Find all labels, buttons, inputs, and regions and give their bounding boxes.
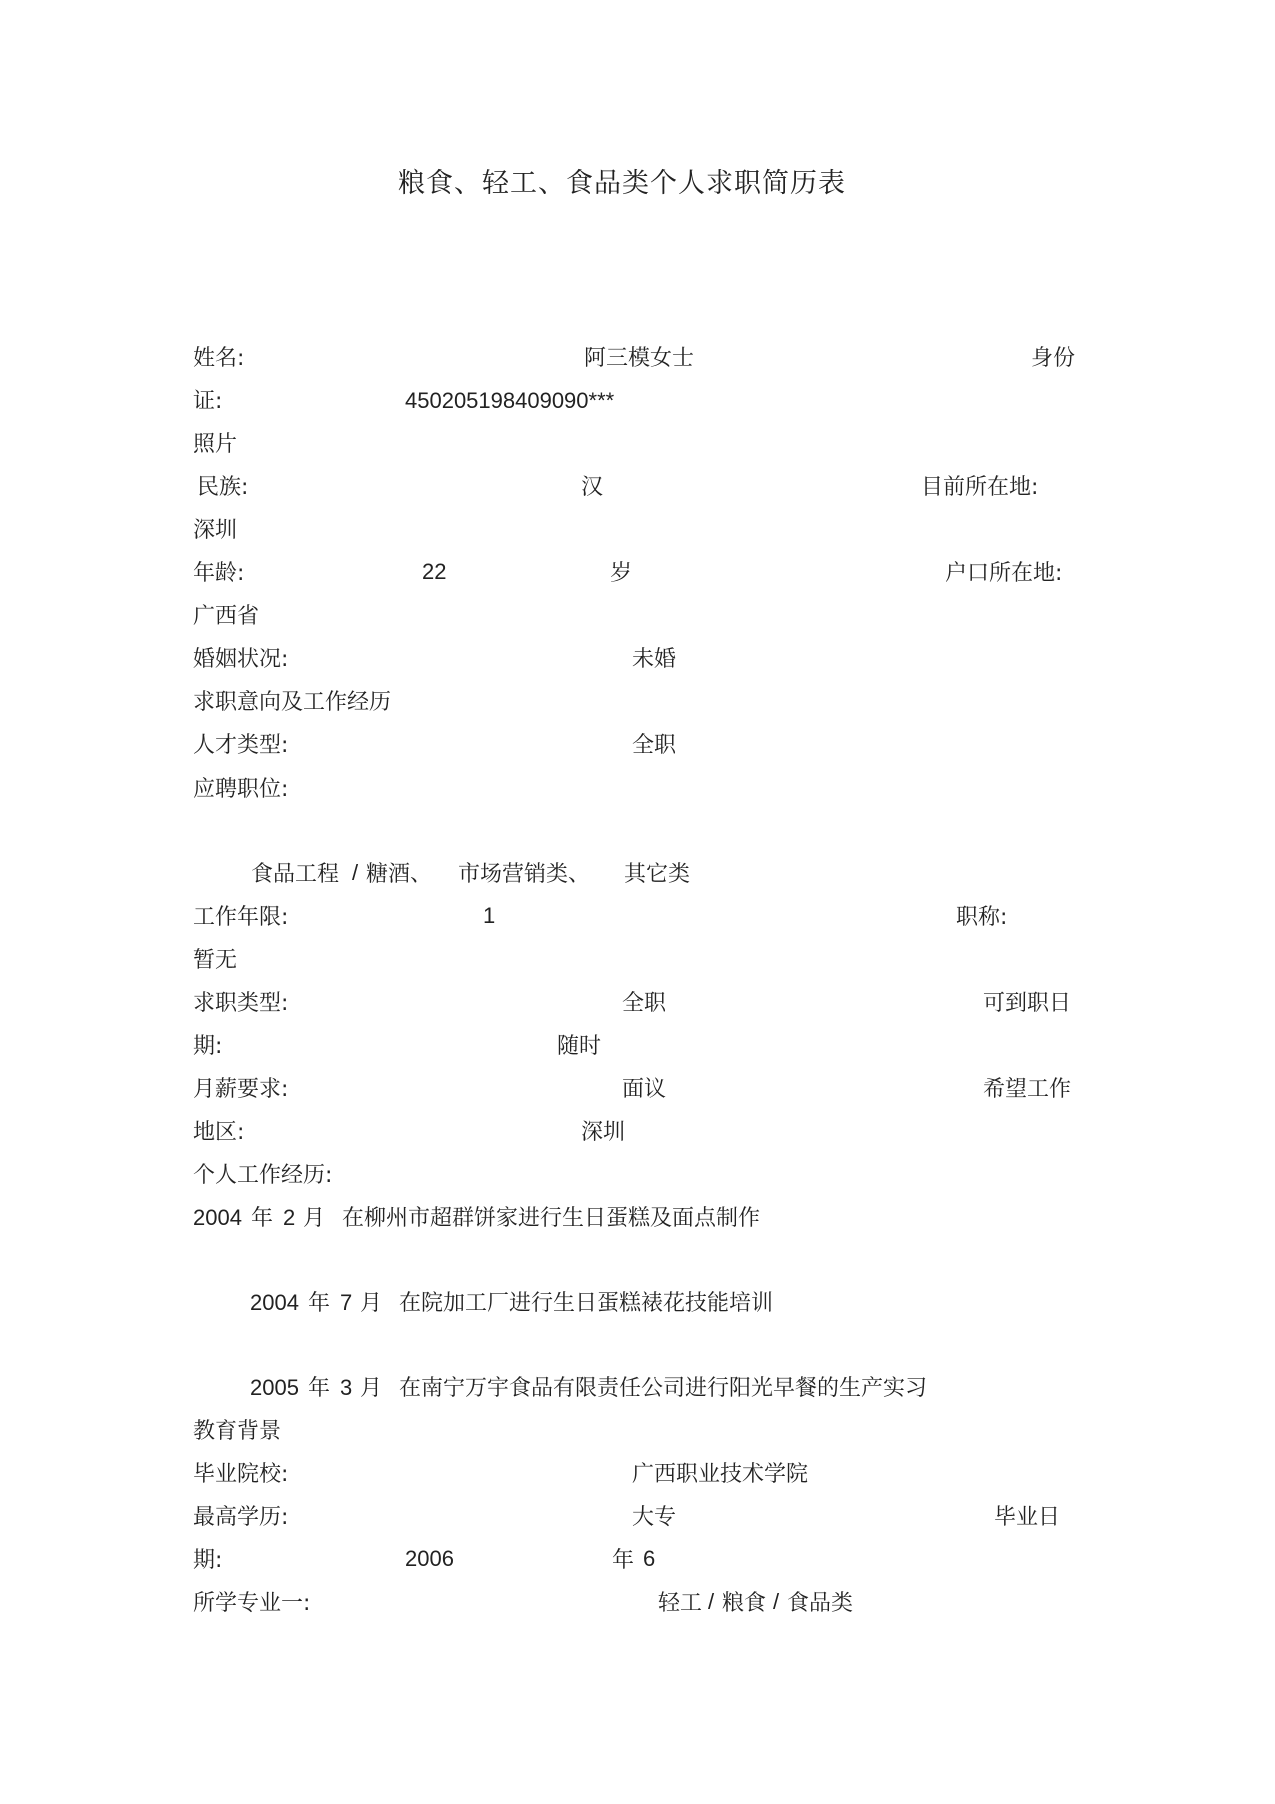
experience-year: 2005 — [250, 1375, 299, 1400]
experience-month: 7 — [340, 1290, 353, 1315]
marital-value: 未婚 — [632, 647, 677, 672]
id-card-label-part1: 身份 — [1031, 346, 1076, 371]
job-type-label: 求职类型: — [193, 991, 289, 1016]
experience-desc: 在南宁万宇食品有限责任公司进行阳光早餐的生产实习 — [399, 1376, 928, 1401]
id-card-value: 450205198409090*** — [405, 388, 615, 413]
grad-date-year-suffix: 年 — [612, 1548, 635, 1573]
experience-year-suffix: 年 — [251, 1206, 274, 1231]
ethnicity-value: 汉 — [581, 475, 604, 500]
id-card-label-part2: 证: — [193, 389, 223, 414]
job-title-value: 暂无 — [193, 948, 238, 973]
name-label: 姓名: — [193, 346, 245, 371]
current-location-label: 目前所在地: — [921, 475, 1039, 500]
name-value: 阿三模女士 — [584, 346, 695, 371]
major-slash-2: / — [773, 1589, 780, 1614]
region-label-part2: 地区: — [193, 1120, 245, 1145]
talent-type-value: 全职 — [632, 733, 677, 758]
position-value-part4: 其它类 — [624, 862, 691, 887]
experience-month: 2 — [283, 1205, 296, 1230]
work-years-value: 1 — [483, 903, 496, 928]
age-value: 22 — [422, 559, 447, 584]
position-label: 应聘职位: — [193, 777, 289, 802]
experience-month: 3 — [340, 1375, 353, 1400]
position-slash: / — [352, 860, 359, 885]
salary-value: 面议 — [622, 1077, 667, 1102]
experience-month-suffix: 月 — [360, 1291, 383, 1316]
photo-label: 照片 — [193, 432, 238, 457]
hukou-value: 广西省 — [193, 604, 260, 629]
age-unit: 岁 — [610, 561, 633, 586]
position-value-part3: 市场营销类、 — [458, 862, 591, 887]
hukou-label: 户口所在地: — [945, 561, 1063, 586]
grad-date-label-part1: 毕业日 — [994, 1505, 1061, 1530]
major-value-part2: 粮食 — [722, 1591, 767, 1616]
current-location-value: 深圳 — [193, 518, 238, 543]
degree-label: 最高学历: — [193, 1505, 289, 1530]
school-label: 毕业院校: — [193, 1462, 289, 1487]
degree-value: 大专 — [632, 1505, 677, 1530]
experience-heading: 个人工作经历: — [193, 1163, 333, 1188]
experience-desc: 在院加工厂进行生日蛋糕裱花技能培训 — [399, 1291, 774, 1316]
grad-date-label-part2: 期: — [193, 1548, 223, 1573]
grad-date-month: 6 — [643, 1546, 656, 1571]
experience-year: 2004 — [250, 1290, 299, 1315]
available-value: 随时 — [557, 1034, 602, 1059]
position-value-part1: 食品工程 — [251, 862, 340, 887]
grad-date-year: 2006 — [405, 1546, 454, 1571]
job-type-value: 全职 — [622, 991, 667, 1016]
experience-month-suffix: 月 — [360, 1376, 383, 1401]
major-label: 所学专业一: — [193, 1591, 311, 1616]
section-job-heading: 求职意向及工作经历 — [193, 690, 392, 715]
job-title-label: 职称: — [956, 905, 1008, 930]
age-label: 年龄: — [193, 561, 245, 586]
page-title: 粮食、轻工、食品类个人求职简历表 — [398, 168, 846, 199]
available-label-part1: 可到职日 — [983, 991, 1072, 1016]
position-value-part2: 糖酒、 — [366, 862, 433, 887]
school-value: 广西职业技术学院 — [632, 1462, 809, 1487]
salary-label: 月薪要求: — [193, 1077, 289, 1102]
major-value-part3: 食品类 — [787, 1591, 854, 1616]
experience-year-suffix: 年 — [308, 1291, 331, 1316]
major-value-part1: 轻工 — [658, 1591, 703, 1616]
region-value: 深圳 — [581, 1120, 626, 1145]
talent-type-label: 人才类型: — [193, 733, 289, 758]
section-education-heading: 教育背景 — [193, 1419, 282, 1444]
experience-desc: 在柳州市超群饼家进行生日蛋糕及面点制作 — [342, 1206, 761, 1231]
work-years-label: 工作年限: — [193, 905, 289, 930]
major-slash-1: / — [708, 1589, 715, 1614]
ethnicity-label: 民族: — [197, 475, 249, 500]
available-label-part2: 期: — [193, 1034, 223, 1059]
experience-year: 2004 — [193, 1205, 242, 1230]
experience-year-suffix: 年 — [308, 1376, 331, 1401]
marital-label: 婚姻状况: — [193, 647, 289, 672]
experience-month-suffix: 月 — [303, 1206, 326, 1231]
region-label-part1: 希望工作 — [983, 1077, 1072, 1102]
